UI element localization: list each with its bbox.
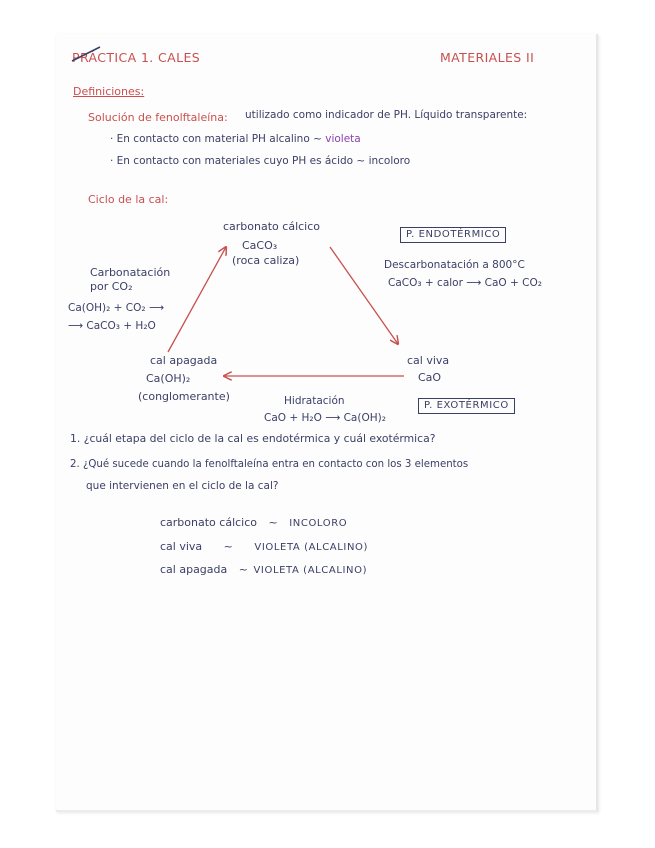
node-cal-apagada-note: (conglomerante) — [138, 390, 230, 403]
answer-result: INCOLORO — [289, 518, 348, 529]
carbonatacion-equation-2: ⟶ CaCO₃ + H₂O — [68, 320, 156, 332]
bullet-alcalino-value: violeta — [325, 133, 361, 145]
bullet-acido: · En contacto con materiales cuyo PH es ácido ~ incoloro — [110, 155, 411, 167]
fenolftaleina-term: Solución de fenolftaleína: — [88, 111, 228, 124]
carbonatacion-equation-1: Ca(OH)₂ + CO₂ ⟶ — [68, 302, 164, 314]
hidratacion-label: Hidratación — [284, 395, 345, 407]
answer-name: carbonato cálcico — [160, 516, 258, 529]
subject-title: MATERIALES II — [440, 50, 535, 65]
answer-row — [160, 563, 367, 577]
answer-separator: ~ — [223, 540, 233, 553]
arrow-carbonato-to-cal-viva — [330, 247, 398, 344]
question-2-line-2: que intervienen en el ciclo de la cal? — [86, 480, 279, 492]
node-carbonato-note: (roca caliza) — [232, 254, 300, 267]
ciclo-heading: Ciclo de la cal: — [88, 193, 169, 206]
node-cal-viva-name: cal viva — [407, 354, 450, 367]
node-cal-viva-formula: CaO — [418, 371, 442, 384]
answer-name: cal apagada — [160, 563, 228, 576]
practice-title: PRÁCTICA 1. CALES — [72, 50, 201, 65]
question-2-line-1: 2. ¿Qué sucede cuando la fenolftaleína entra en contacto con los 3 elementos — [70, 459, 469, 470]
node-carbonato-name: carbonato cálcico — [223, 220, 321, 233]
answer-result: VIOLETA (ALCALINO) — [254, 542, 369, 553]
bullet-alcalino-text: · En contacto con material PH alcalino ~ — [110, 133, 322, 145]
answer-row — [160, 540, 368, 554]
descarbonatacion-label: Descarbonatación a 800°C — [384, 259, 525, 271]
carbonatacion-label: Carbonatación — [90, 266, 171, 279]
carbonatacion-por-co2: por CO₂ — [90, 280, 133, 293]
answer-separator: ~ — [268, 516, 278, 529]
answer-name: cal viva — [160, 540, 203, 553]
hidratacion-equation: CaO + H₂O ⟶ Ca(OH)₂ — [264, 412, 386, 424]
node-carbonato-formula: CaCO₃ — [242, 239, 278, 252]
endotermico-box: P. ENDOTÉRMICO — [400, 227, 506, 243]
descarbonatacion-equation: CaCO₃ + calor ⟶ CaO + CO₂ — [388, 277, 542, 289]
node-cal-apagada-formula: Ca(OH)₂ — [146, 372, 191, 385]
answer-row — [160, 516, 347, 530]
node-cal-apagada-name: cal apagada — [150, 354, 218, 367]
fenolftaleina-definition: utilizado como indicador de PH. Líquido transparente: — [245, 109, 528, 121]
question-1: 1. ¿cuál etapa del ciclo de la cal es endotérmica y cuál exotérmica? — [70, 432, 436, 445]
exotermico-box: P. EXOTÉRMICO — [418, 398, 515, 414]
arrow-cal-apagada-to-carbonato — [168, 247, 226, 352]
definiciones-heading: Definiciones: — [73, 85, 145, 98]
answer-separator: ~ — [238, 563, 248, 576]
answer-result: VIOLETA (ALCALINO) — [253, 565, 368, 576]
